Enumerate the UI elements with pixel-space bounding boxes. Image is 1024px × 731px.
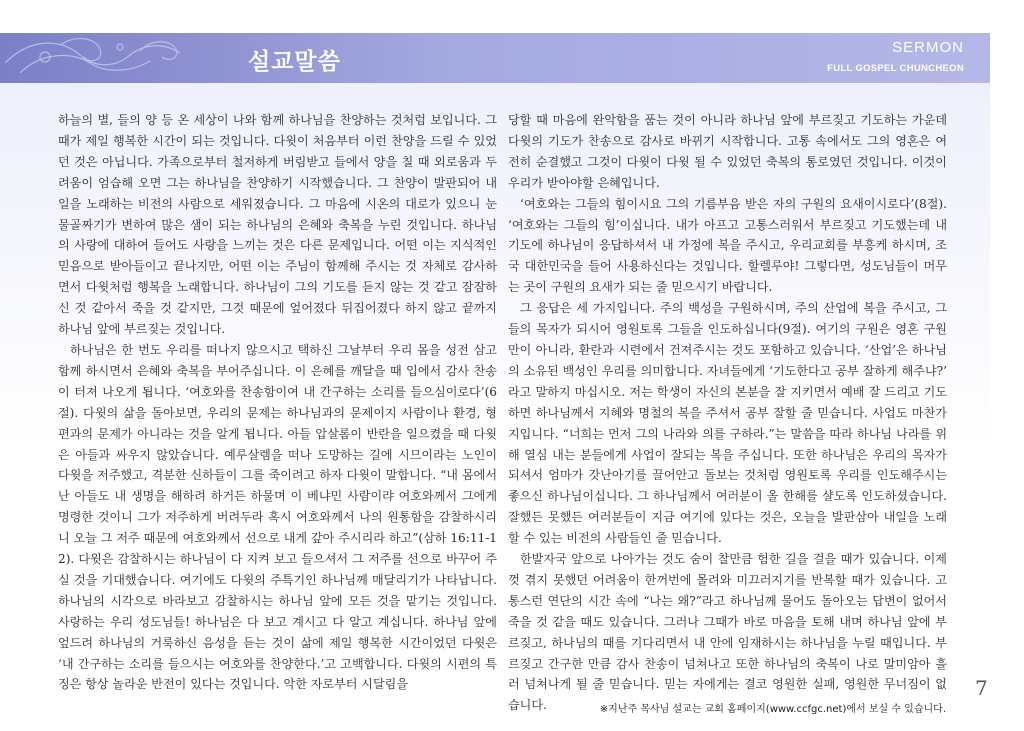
section-label: SERMON bbox=[892, 39, 964, 56]
paragraph: ‘여호와는 그들의 힘이시요 그의 기름부음 받은 자의 구원의 요새이시로다’(8절). ‘여호와는 그들의 힘’이십니다. 내가 아프고 고통스러워서 부르짖고 기도했는데 내 기도에 하나님이 응답하셔서 내 가정에 복을 주시고, 우리교회를 부흥케 하시며, 조국 대한민국을 들어 사용하신다는 것입니다. 할렐루야! 그렇다면, 성도님들이 머무는 곳이 구원의 요새가 되는 줄 믿으시기 바랍니다. bbox=[508, 196, 947, 295]
page-title: 설교말씀 bbox=[248, 49, 341, 75]
header-banner bbox=[0, 33, 990, 83]
paragraph: 당할 때 마음에 완악함을 품는 것이 아니라 하나님 앞에 부르짖고 기도하는 가운데 다윗의 기도가 찬송으로 감사로 바뀌기 시작합니다. 고통 속에서도 그의 영혼은 여전히 순결했고 그것이 다윗이 다윗 될 수 있었던 축복의 통로였던 것입니다. 이것이 우리가 받아야할 은혜입니다. bbox=[508, 113, 947, 190]
left-text-column bbox=[58, 110, 497, 695]
footer-note: ※지난주 목사님 설교는 교회 홈페이지(www.ccfgc.net)에서 보실 수 있습니다. bbox=[599, 704, 946, 715]
paragraph: 하늘의 별, 들의 양 등 온 세상이 나와 함께 하나님을 찬양하는 것처럼 보입니다. 그 때가 제일 행복한 시간이 되는 것입니다. 다윗이 처음부터 이런 찬양을 드릴 수 있었던 것은 아닙니다. 가족으로부터 철저하게 버림받고 들에서 양을 칠 때 외로움과 두려움이 엄습해 오면 그는 하나님을 찬양하기 시작했습니다. 그 찬양이 발판되어 내일을 노래하는 비전의 사람으로 세워졌습니다. 그 마음에 시온의 대로가 있으니 눈물골짜기가 변하여 많은 샘이 되는 하나님의 은혜와 축복을 누린 것입니다. 하나님의 사랑에 대하여 들어도 사랑을 느끼는 것은 다른 문제입니다. 어떤 이는 지식적인 믿음으로 받아들이고 끝나지만, 어떤 이는 주님이 함께해 주시는 것 자체로 감사하면서 다윗처럼 행복을 노래합니다. 하나님이 그의 기도를 듣지 않는 것 같고 잠잠하신 것 같아서 죽을 것 같지만, 그것 때문에 엎어졌다 뒤집어졌다 하지 않고 끝까지 하나님 앞에 부르짖는 것입니다. bbox=[58, 113, 497, 337]
decorative-swirl-ornament bbox=[0, 33, 240, 83]
paragraph: 그 응답은 세 가지입니다. 주의 백성을 구원하시며, 주의 산업에 복을 주시고, 그들의 목자가 되시어 영원토록 그들을 인도하십니다(9절). 여기의 구원은 영혼 구원만이 아니라, 환란과 시련에서 건져주시는 것도 포함하고 있습니다. ‘산업’은 하나님의 소유된 백성인 우리를 의미합니다. 자녀들에게 ‘기도한다고 공부 잘하게 해주냐?’ 라고 말하지 마십시오. 저는 학생이 자신의 본분을 잘 지키면서 예배 잘 드리고 기도하면 하나님께서 지혜와 명철의 복을 주셔서 공부 잘할 줄 믿습니다. 사업도 마찬가지입니다. “너희는 먼저 그의 나라와 의를 구하라.”는 말씀을 따라 하나님 나라를 위해 열심 내는 분들에게 사업이 잘되는 복을 주십니다. 또한 하나님은 우리의 목자가 되셔서 엄마가 갓난아기를 끌어안고 돌보는 것처럼 영원토록 우리를 인도해주시는 좋으신 하나님이십니다. 그 하나님께서 여러분이 올 한해를 샬도록 인도하셨습니다. 잘했든 못했든 여러분들이 지금 여기에 있다는 것은, 오늘을 발판삼아 내일을 노래 할 수 있는 비전의 사람들인 줄 믿습니다. bbox=[508, 301, 947, 546]
page-number: 7 bbox=[975, 676, 988, 700]
paragraph: 하나님은 한 번도 우리를 떠나지 않으시고 택하신 그날부터 우리 몸을 성전 삼고 함께 하시면서 은혜와 축복을 부어주십니다. 이 은혜를 깨달을 때 입에서 감사 찬송이 터져 나오게 됩니다. ‘여호와를 찬송함이여 내 간구하는 소리를 들으심이로다’(6절). 다윗의 삶을 돌아보면, 우리의 문제는 하나님과의 문제이지 사람이나 환경, 형편과의 문제가 아니라는 것을 알게 됩니다. 아들 압살롬이 반란을 일으켰을 때 다윗은 아들과 싸우지 않았습니다. 예루살렘을 떠나 도망하는 길에 시므이라는 노인이 다윗을 저주했고, 격분한 신하들이 그를 죽이려고 하자 다윗이 말합니다. “내 몸에서 난 아들도 내 생명을 해하려 하거든 하물며 이 베냐민 사람이랴 여호와께서 그에게 명령한 것이니 그가 저주하게 버려두라 혹시 여호와께서 나의 원통함을 감찰하시리니 오늘 그 저주 때문에 여호와께서 선으로 내게 갚아 주시리라 하고”(삼하 16:11-12). 다윗은 감찰하시는 하나님이 다 지켜 보고 들으셔서 그 저주를 선으로 바꾸어 주실 것을 기대했습니다. 여기에도 다윗의 주특기인 하나님께 매달리기가 나타납니다. 하나님의 시각으로 바라보고 감찰하시는 하나님 앞에 모든 것을 맡기는 것입니다. 사랑하는 우리 성도님들! 하나님은 다 보고 계시고 다 알고 계십니다. 하나님 앞에 엎드려 하나님의 거룩하신 음성을 듣는 것이 삶에 제일 행복한 시간이었던 다윗은 ‘내 간구하는 소리를 들으시는 여호와를 찬양한다.’고 고백합니다. 다윗의 시편의 특징은 항상 놀라운 반전이 있다는 것입니다. 악한 자로부터 시달림을 bbox=[58, 342, 497, 692]
church-name: FULL GOSPEL CHUNCHEON bbox=[827, 63, 964, 74]
right-text-column bbox=[508, 110, 947, 716]
paragraph: 한발자국 앞으로 나아가는 것도 숨이 찰만큼 험한 길을 걸을 때가 있습니다. 이제껏 겪지 못했던 어려움이 한꺼번에 몰려와 미끄러지기를 반복할 때가 있습니다. 고통스런 연단의 시간 속에 “나는 왜?”라고 하나님께 물어도 돌아오는 답변이 없어서 죽을 것 같을 때도 있습니다. 그러나 그때가 바로 마음을 토해 내며 하나님 앞에 부르짖고, 하나님의 때를 기다리면서 내 안에 임재하시는 하나님을 누릴 때입니다. 부르짖고 간구한 만큼 감사 찬송이 넘쳐나고 또한 하나님의 축복이 나로 말미암아 흘러 넘쳐나게 될 줄 믿습니다. 믿는 자에게는 결코 영원한 실패, 영원한 무너짐이 없습니다. bbox=[508, 552, 947, 713]
